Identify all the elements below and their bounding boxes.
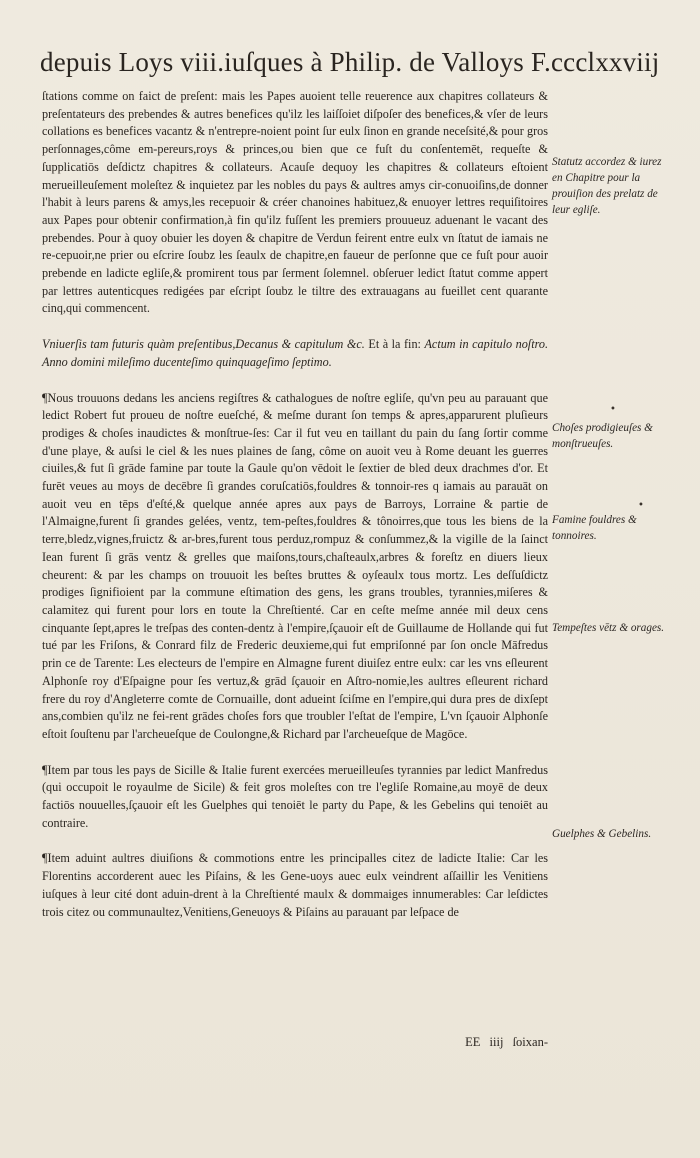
margin-note-tempestes: Tempeſtes vētz & orages.	[552, 622, 665, 634]
margin-note-famine: Famine fouldres & tonnoires.	[552, 514, 637, 542]
paragraph-prodiges: ¶Nous trouuons dedans les anciens regiſtres & cathalogues de noſtre egliſe, qu'vn peu au parauant que ledict Robert fut proueu de noſtre eueſché, & meſme durant ſon temps & apres,apparurent pluſieurs prodiges & choſes inaudictes & monſtrue-ſes: Car il fut veu en taillant du pain du ſang ſortir comme d'une playe, & auſsi le ciel & les nues plaines de ſang, côme on auoit veu à Rome deuant les guerres ciuiles,& fut ſi grāde famine par toute la Gaule qu'on vēdoit le ſextier de bled deux drachmes d'or. Et furēt veues au moys de decēbre ſi grandes coruſcatiōs,fouldres & tonnoir-res q iamais au parauāt on auoit veu en tēps d'eſté,& quelque année apres aux pays de Barroys, Lorraine & partie de l'Almaigne,furent ſi grandes gelées, ventz, tem-peſtes,fouldres & tônoirres,que tous les biens de la terre,bledz,vignes,fruictz & ar-bres,furent tous perduz,rompuz & conſummez,& la vigille de la ſainct Iean furent ſi grās ventz & grelles que maiſons,tours,chaſteaulx,arbres & foreſtz en diuers lieux cheurent: & par les champs on trouuoit les beſtes bruttes & oyſeaulx tous mortz. Les deſſuſdictz prodiges ſignifioient par la commune eſtimation des gens, les grans troubles, tyrannies,miſeres & calamitez qui furent pour lors en toute la Chreſtienté. Car en ceſte meſme année mil deux cens cinquante ſept,apres le treſpas des conten-dentz à l'empire,ſçauoir eſt de Guillaume de Hollande qui fut tué par les Friſons, & Conrard filz de Frederic deuxieme,qui fut empriſonné par ſon oncle Māfredus prin ce de Tarente: Les electeurs de l'empire en Almagne furent diuiſez entre eulx: car les vns eſleurent Alphonſe roy d'Eſpaigne pour ſes vertuz,& grād ſçauoir en Aſtro-nomie,les aultres eſleurent richard frere du roy d'Angleterre comte de Cornuaille, dont adueint ſciſme en l'empire,qui dura pres de dixſept ans,combien qu'ilz ne fei-rent grādes choſes fors que troubler l'eſtat de l'empire, L'vn ſçauoir Alphonſe eſtoit ſouſtenu par l'archeueſque de Coulongne,& Richard par l'archeueſque de Magōce.	[42, 390, 548, 741]
paragraph-guelphes: ¶Item par tous les pays de Sicille & Italie furent exercées merueilleuſes tyrannies par ledict Manfredus (qui occupoit le royaulme de Sicile) & feit gros moleſtes con tre l'egliſe Romaine,au moyē de deux factiōs nouuelles,ſçauoir eſt les Guelphes qui tenoiēt le party du Pape, & les Gebelins qui tenoiēt au contraire.	[42, 762, 548, 830]
main-text-column	[42, 88, 548, 921]
latin-incipit: Vniuerſis tam futuris quàm preſentibus,Decanus & capitulum &c.	[42, 337, 365, 352]
paragraph-divisions: ¶Item aduint aultres diuiſions & commotions entre les principalles citez de ladicte Italie: Car les Florentins accorderent auec les Piſains, & les Gene-uoys auec eulx veindrent aſſaillir les Venitiens iuſques à leur cité dont aduin-drent à la Chreſtienté maulx & dommaiges innumerables: Car leſdictes trois citez ou communaultez,Venitiens,Geneuoys & Piſains au parauant par leſpace de	[42, 851, 548, 919]
margin-dot-mark: •	[610, 404, 616, 415]
signature-mark: EE iiij	[465, 1035, 504, 1049]
latin-explicit: Actum in capitulo noſtro. Anno domini mileſimo ducenteſimo quinquageſimo ſeptimo.	[42, 337, 549, 369]
citation-connector: Et à la fin:	[364, 337, 425, 352]
signature-line	[418, 1034, 548, 1051]
margin-note-statutz: Statutz accordez & iurez en Chapitre pour la prouiſion des prelatz de leur egliſe.	[552, 156, 662, 216]
catchword: ſoixan-	[512, 1035, 548, 1049]
running-header: depuis Loys viii.iuſques à Philip. de Valloys F.ccclxxviij	[40, 47, 660, 77]
paragraph-1: ſtations comme on faict de preſent: mais les Papes auoient telle reuerence aux chapitres collateurs & preſentateurs des prebendes & autres benefices qu'ilz les laiſſoiet diſpoſer des benefices,& vſer de leurs collations es benefices vacantz & n'entrepre-noient point ſur eulx ſinon en grande neceſsité,& pour gros perſonnages,côme em-pereurs,roys & princes,ou bien que ce fuſt du conſentemēt, requeſte & ſupplicatiōs deſdictz chapitres & collateurs. Acauſe dequoy les chapitres & collateurs eſtoient merueilleuſement moleſtez & inquietez par les nobles du pays & aultres amys cir-conuoiſins,de donner l'habit à leurs parens & amys,les recepuoir & créer chanoines habituez,& enuoyer lettres requiſitoires aux Papes pour obtenir confirmation,à fin qu'ilz fuſſent les premiers prouueuz aduenant le vacant des prebendes. Pour à quoy obuier les doyen & chapitre de Verdun feirent entre eulx vn ſtatut de iamais ne re-cepuoir,ne prier ou eſcrire ſoubz les ſeaulx de chapitre,en faueur de perſonne que ce fuſt pour auoir prebende en ladicte egliſe,& promirent tous par ſerment ſolemnel. obſeruer ledict ſtatut comme appert par lettres autenticques redigées par eſcript ſoubz le tiltre des extrauagans au fueillet cent quarante cinq,qui commencent.	[42, 89, 548, 316]
margin-note-guelphes: Guelphes & Gebelins.	[552, 828, 652, 840]
paragraph-latin-citation	[42, 336, 548, 371]
margin-note-prodiges: Choſes prodigieuſes & monſtrueuſes.	[552, 422, 653, 450]
margin-dot-mark-2: •	[638, 500, 644, 511]
